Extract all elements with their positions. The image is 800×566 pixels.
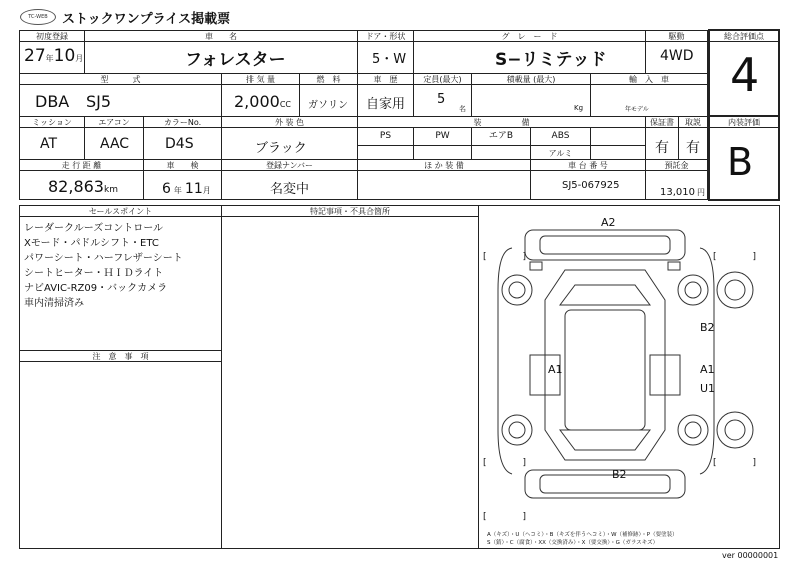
fuel-value: ガソリン [308,100,348,111]
label-cautions: 注 意 事 項 [92,352,149,361]
legend-line-2: S（錆）・C（腐食）・XX（交換済み）・X（要交換）・G（ガラスキズ） [487,540,659,546]
inspection-year-unit: 年 [173,186,182,195]
mark-b2-right: B2 [700,321,715,334]
label-mission: ミッション [32,118,72,127]
drive-value: 4WD [660,48,694,64]
manual-value: 有 [686,140,700,156]
mark-a1-right: A1 [700,363,715,376]
equipment-alloy: アルミ [548,149,573,158]
list-item: ナビAVIC-RZ09・バックカメラ [24,283,168,294]
label-warranty-book: 保証書 [650,118,674,127]
interior-score-value: B [727,140,754,184]
label-mileage: 走 行 距 離 [61,161,102,170]
logo-text: TC-WEB [28,14,48,20]
first-reg-year-unit: 年 [45,54,54,63]
label-door-shape: ドア・形状 [365,32,406,41]
list-item: レーダークルーズコントロール [24,223,163,234]
label-equipment: 装 備 [473,118,530,127]
door-shape-value: 5・W [372,52,407,67]
deposit-value [660,180,705,199]
mission-value: AT [40,136,58,152]
mark-a1-left: A1 [548,363,563,376]
label-exterior-color: 外 装 色 [274,118,305,127]
exterior-color-value: ブラック [255,141,307,156]
label-special-notes: 特記事項・不具合箇所 [310,207,390,216]
equipment-airbag: エアB [488,131,514,141]
list-item: 車内清掃済み [24,298,84,309]
mark-u1: U1 [700,382,716,395]
displacement-unit: CC [279,100,291,109]
label-max-load: 積載量 (最大) [506,75,556,84]
capacity-value: 5 [437,92,446,107]
first-reg-month-unit: 月 [75,54,84,63]
label-other-equipment: ほ か 装 備 [424,161,464,170]
inspection-month: 11 [184,181,203,197]
label-reg-number: 登録ナンバー [265,161,314,170]
label-deposit: 預託金 [664,161,689,170]
label-manual: 取説 [685,118,701,127]
car-name-value: フォレスター [185,50,286,70]
label-vehicle-history: 車 歴 [373,75,398,84]
deposit-number: 13,010 [660,187,695,198]
list-item: パワーシート・ハーフレザーシート [24,253,183,264]
inspection-year: 6 [162,181,171,197]
model-value: SJ5 [86,92,112,111]
mark-a2: A2 [601,216,616,229]
first-reg-month: 10 [53,46,76,66]
equipment-ps: PS [379,131,392,141]
label-overall-score: 総合評価点 [724,32,764,41]
label-sales-points: セールスポイント [88,207,153,216]
mileage-number: 82,863 [48,177,104,196]
equipment-pw: PW [435,131,450,141]
equipment-abs: ABS [551,131,570,141]
label-car-name: 車 名 [205,32,237,41]
mark-b2-rear: B2 [612,468,627,481]
list-item: Xモード・パドルシフト・ETC [24,238,159,249]
label-inspection: 車 検 [166,161,199,170]
load-unit: Kg [574,104,584,112]
overall-score-value: 4 [730,48,760,102]
label-first-reg: 初度登録 [36,32,68,41]
label-capacity: 定員(最大) [423,75,462,84]
bracket-rear: [ ] [483,512,527,522]
capacity-unit: 名 [459,105,466,113]
aircon-value: AAC [100,136,130,152]
page-title: ストックワンプライス掲載票 [62,12,231,27]
label-fuel: 燃 料 [316,75,341,84]
chassis-no-value: SJ5-067925 [562,180,620,191]
label-aircon: エアコン [98,118,130,127]
warranty-book-value: 有 [655,140,669,156]
bracket-top-left: [ ] [483,252,527,262]
grade-value: S−リミテッド [495,50,607,70]
reg-number-value: 名変中 [270,182,310,197]
sales-points-list [24,221,183,311]
label-color-no: カラーNo. [163,118,202,127]
deposit-unit: 円 [697,188,705,197]
color-no-value: D4S [165,136,194,152]
bracket-top-right: [ ] [713,252,757,262]
label-model: 型 式 [100,75,141,84]
mileage-value [48,177,118,196]
vehicle-history-value: 自家用 [366,97,406,112]
inspection-month-unit: 月 [202,186,211,195]
bracket-bottom-left: [ ] [483,458,527,468]
version-label: ver 00000001 [722,551,779,560]
label-chassis-no: 車 台 番 号 [568,161,608,170]
import-model-unit: 年モデル [625,106,649,113]
bracket-bottom-right: [ ] [713,458,757,468]
inspection-value [162,178,211,197]
label-drive: 駆動 [668,32,685,41]
legend-line-1: A（キズ）・U（ヘコミ）・B（キズを伴うヘコミ）・W（補修跡）・P（要塗装） [487,532,678,538]
displacement-number: 2,000 [234,92,280,111]
label-interior-score: 内装評価 [728,118,760,127]
label-import: 輸 入 車 [629,75,669,84]
mileage-unit: km [103,185,118,195]
model-prefix-value: DBA [35,92,70,111]
displacement-value [234,92,291,111]
label-grade: グ レ ー ド [501,32,558,41]
first-reg-year: 27 [24,46,46,66]
list-item: シートヒーター・ＨＩＤライト [24,268,164,279]
first-reg-value [24,46,83,66]
label-displacement: 排 気 量 [245,75,276,84]
